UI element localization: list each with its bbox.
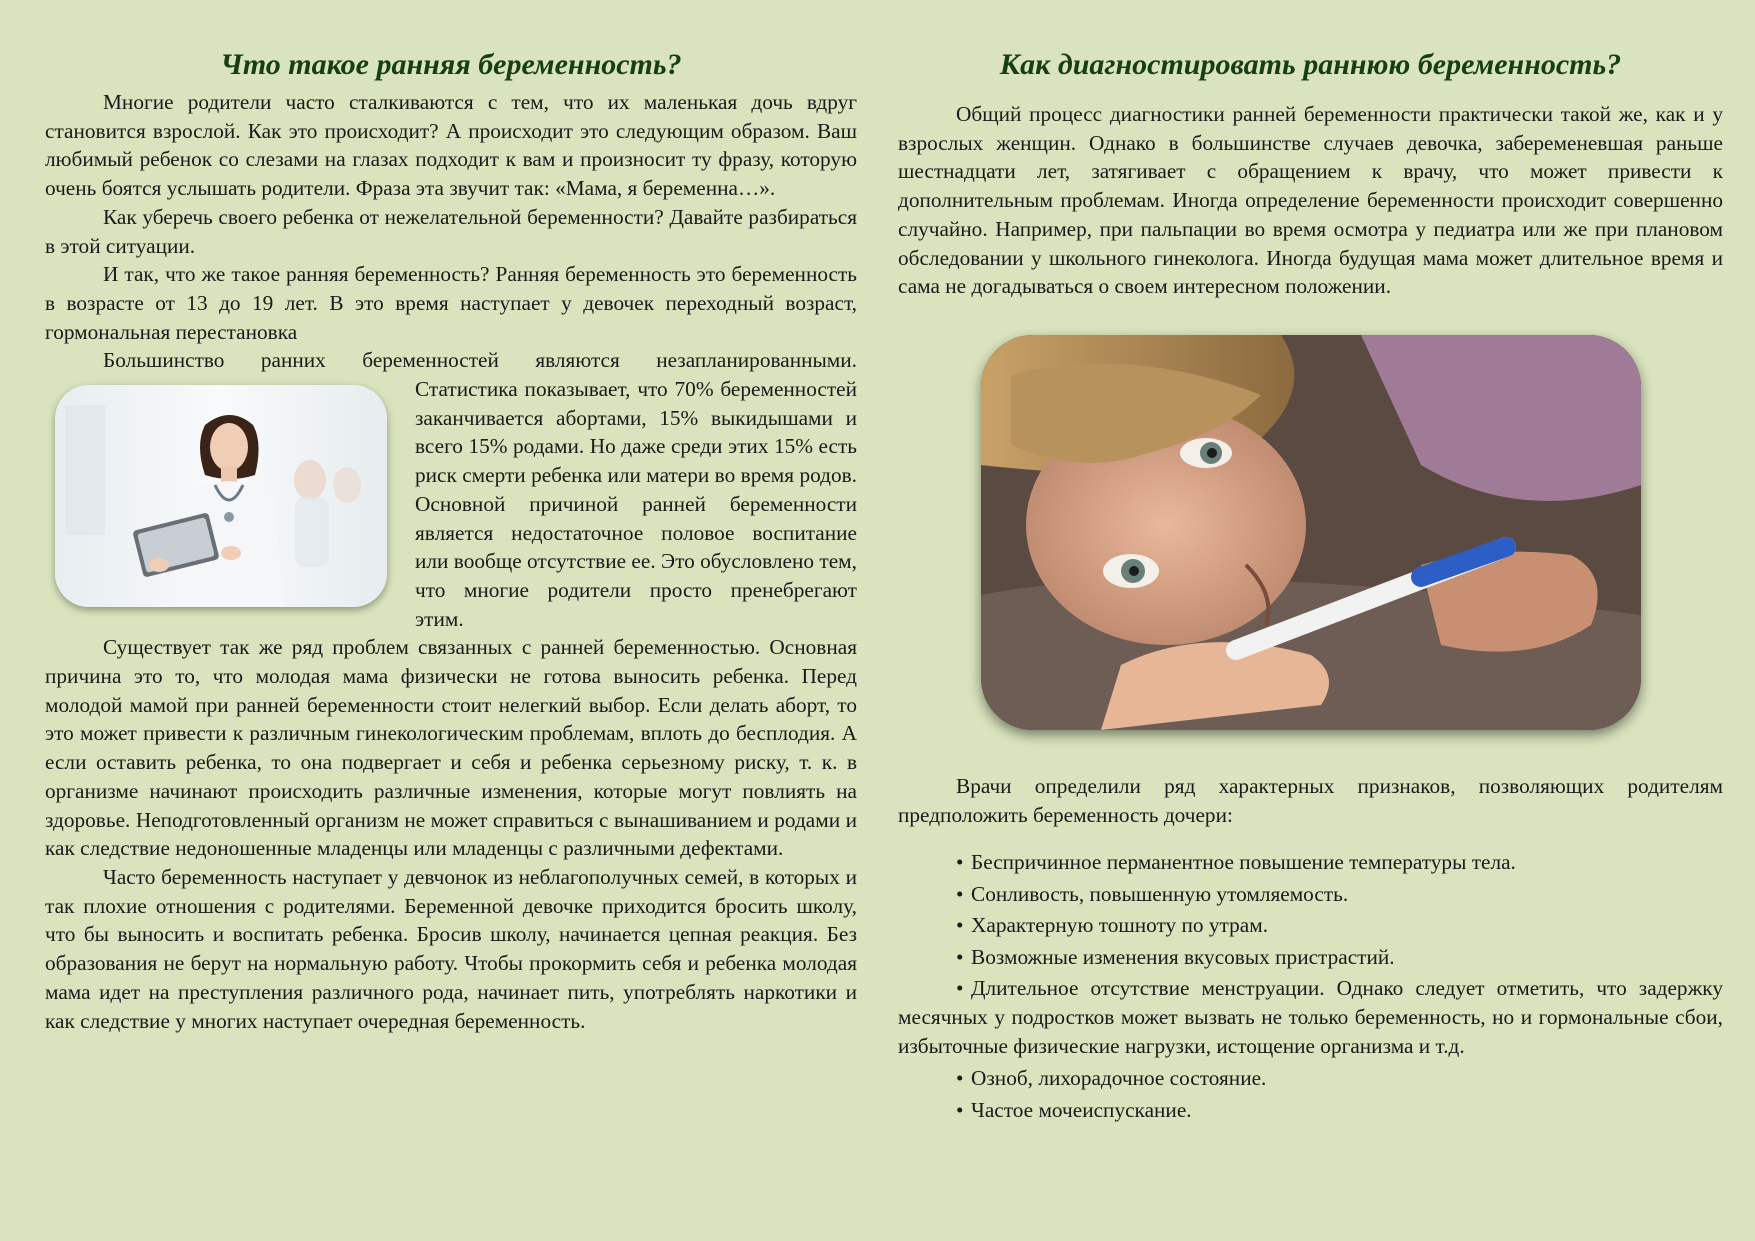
right-intro-paragraph: Общий процесс диагностики ранней беременности практически такой же, как и у взрослых женщин. Однако в большинстве случаев девочка, забеременевшая раньше шестнадцати лет, затягивает с обращением к врачу, что может привести к дополнительным проблемам. Иногда определение беременности происходит совершенно случайно. Например, при пальпации во время осмотра у педиатра или же при плановом обследовании у школьного гинеколога. Иногда будущая мама может длительное время и сама не догадываться о своем интересном положении. xyxy=(898,102,1723,299)
list-item: • Беспричинное перманентное повышение температуры тела. xyxy=(898,847,1723,879)
list-item: • Сонливость, повышенную утомляемость. xyxy=(898,879,1723,911)
left-paragraph-7: Часто беременность наступает у девчонок из неблагополучных семей, в которых и так плохие отношения с родителями. Беременной девочке приходится бросить школу, что бы выносить и воспитать ребенка. Бросив школу, начинается цепная реакция. Без образования не берут на нормальную работу. Чтобы прокормить себя и ребенка молодая мама идет на преступления различного рода, начинает пить, употреблять наркотики и как следствие у многих наступает очередная беременность. xyxy=(45,864,857,1033)
left-paragraph-5: Статистика показывает, что 70% беременностей заканчивается абортами, 15% выкидышами и всего 15% родами. Но даже среди этих 15% есть риск смерти ребенка или матери во время родов. Основной причиной ранней беременности является недостаточное половое воспитание или вообще отсутствие ее. Это обусловлено тем, что многие родители просто пренебрегают этим. xyxy=(415,377,857,631)
signs-list xyxy=(898,847,1723,1126)
bullet-icon: • xyxy=(956,1097,964,1122)
list-item: • Частое мочеиспускание. xyxy=(898,1095,1723,1127)
right-heading: Как диагностировать раннюю беременность? xyxy=(999,48,1622,81)
bullet-icon: • xyxy=(956,881,964,906)
left-column xyxy=(45,42,857,1035)
bullet-icon: • xyxy=(956,944,964,969)
left-heading: Что такое ранняя беременность? xyxy=(220,48,682,81)
bullet-icon: • xyxy=(956,913,964,938)
bullet-icon: • xyxy=(956,976,964,1001)
doctor-photo xyxy=(55,385,387,607)
left-paragraph-4: Большинство ранних беременностей являются незапланированными. xyxy=(103,348,857,373)
bullet-icon: • xyxy=(956,850,964,875)
left-paragraph-6: Существует так же ряд проблем связанных с ранней беременностью. Основная причина это то, что молодая мама физически не готова выносить ребенка. Перед молодой мамой при ранней беременности стоит нелегкий выбор. Если делать аборт, то это может привести к различным гинекологическим проблемам, вплоть до бесплодия. А если оставить ребенка, то она подвергает и себя и ребенка серьезному риску, т. к. в организме начинают происходить различные изменения, которые могут повлиять на здоровье. Неподготовленный организм не может справиться с вынашиванием и родами и как следствие недоношенные младенцы или младенцы с различными дефектами. xyxy=(45,635,857,861)
left-paragraph-3: И так, что же такое ранняя беременность? Ранняя беременность это беременность в возрасте от 13 до 19 лет. В это время наступает у девочек переходный возраст, гормональная перестановка xyxy=(45,262,857,344)
doctor-illustration xyxy=(55,385,387,607)
right-column xyxy=(898,42,1723,1126)
teen-girl-illustration xyxy=(981,335,1641,730)
bullet-icon: • xyxy=(956,1066,964,1091)
list-item: • Характерную тошноту по утрам. xyxy=(898,910,1723,942)
list-item: • Возможные изменения вкусовых пристрастий. xyxy=(898,942,1723,974)
list-item: • Озноб, лихорадочное состояние. xyxy=(898,1063,1723,1095)
left-paragraph-1: Многие родители часто сталкиваются с тем, что их маленькая дочь вдруг становится взрослой. Как это происходит? А происходит это следующим образом. Ваш любимый ребенок со слезами на глазах подходит к вам и произносит ту фразу, которую очень боятся услышать родители. Фраза эта звучит так: «Мама, я беременна…». xyxy=(45,90,857,201)
teen-girl-photo xyxy=(981,335,1641,730)
left-paragraph-2: Как уберечь своего ребенка от нежелательной беременности? Давайте разбираться в этой ситуации. xyxy=(45,204,857,258)
signs-intro-paragraph: Врачи определили ряд характерных признаков, позволяющих родителям предположить беременность дочери: xyxy=(898,773,1723,827)
list-item: • Длительное отсутствие менструации. Однако следует отметить, что задержку месячных у подростков может вызвать не только беременность, но и гормональные сбои, избыточные физические нагрузки, истощение организма и т.д. xyxy=(898,976,1723,1058)
